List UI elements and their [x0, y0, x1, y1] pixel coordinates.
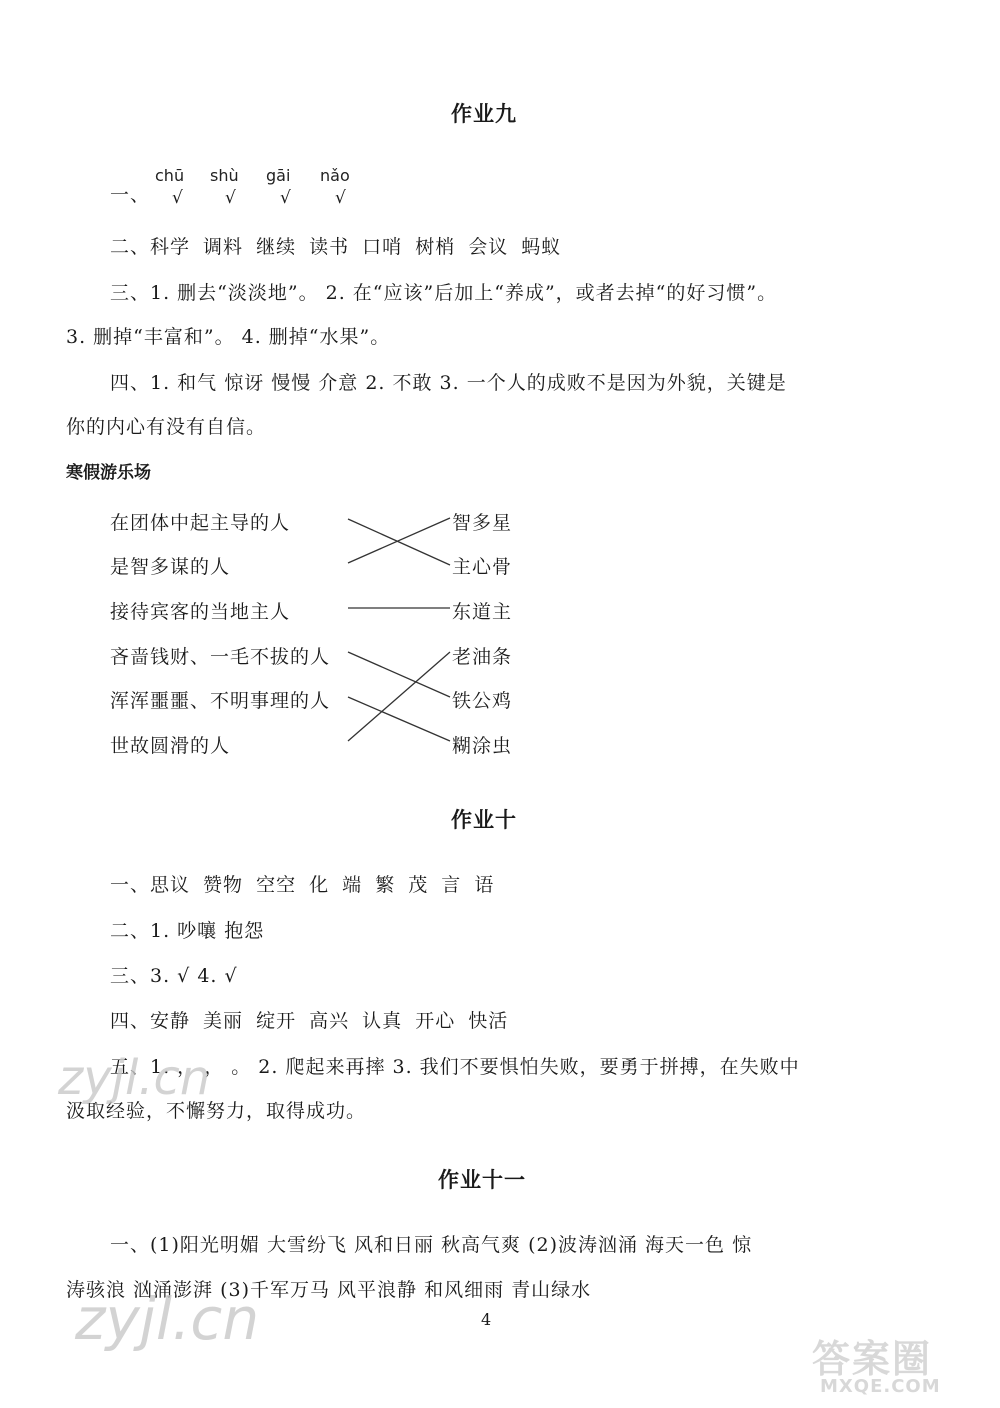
hw9-q3-line1: 三、1. 删去“淡淡地”。 2. 在“应该”后加上“养成”，或者去掉“的好习惯”。: [110, 282, 778, 304]
hw11-q1-line2: 涛骇浪 汹涌澎湃 (3)千军万马 风平浪静 和风细雨 青山绿水: [66, 1279, 592, 1301]
match-line-2: [348, 518, 450, 563]
match-right-6: 糊涂虫: [452, 735, 513, 757]
match-line-6: [348, 652, 450, 741]
hw10-q1: 一、思议 赞物 空空 化 端 繁 茂 言 语: [110, 874, 495, 896]
playground-heading: 寒假游乐场: [66, 463, 151, 483]
check-mark-3: √: [280, 188, 291, 208]
hw9-q1-label: 一、: [110, 184, 151, 206]
check-mark-2: √: [225, 188, 236, 208]
match-right-5: 铁公鸡: [452, 690, 513, 712]
hw9-title: 作业九: [451, 102, 517, 126]
match-right-4: 老油条: [452, 646, 513, 668]
hw10-q2: 二、1. 吵嚷 抱怨: [110, 920, 265, 942]
hw10-q5-line2: 汲取经验，不懈努力，取得成功。: [66, 1100, 367, 1122]
check-mark-1: √: [172, 188, 183, 208]
watermark-site-1: zyjl.cn: [58, 1050, 211, 1106]
watermark-brand-url: MXQE.COM: [820, 1376, 941, 1397]
match-left-1: 在团体中起主导的人: [110, 512, 291, 534]
match-left-2: 是智多谋的人: [110, 556, 231, 578]
pinyin-4: nǎo: [320, 166, 350, 185]
match-line-5: [348, 697, 450, 741]
hw9-q4-line2: 你的内心有没有自信。: [66, 416, 267, 438]
page-number: 4: [481, 1310, 492, 1329]
hw10-title: 作业十: [451, 808, 517, 832]
hw11-q1-line1: 一、(1)阳光明媚 大雪纷飞 风和日丽 秋高气爽 (2)波涛汹涌 海天一色 惊: [110, 1234, 753, 1256]
hw9-q3-line2: 3. 删掉“丰富和”。 4. 删掉“水果”。: [66, 326, 391, 348]
match-right-3: 东道主: [452, 601, 513, 623]
watermark-site-2: zyjl.cn: [75, 1285, 260, 1353]
hw11-title: 作业十一: [438, 1168, 526, 1192]
match-left-4: 吝啬钱财、一毛不拔的人: [110, 646, 331, 668]
pinyin-1: chū: [155, 166, 185, 185]
pinyin-3: gāi: [266, 166, 291, 185]
match-left-3: 接待宾客的当地主人: [110, 601, 291, 623]
hw10-q3: 三、3. √ 4. √: [110, 965, 238, 987]
hw10-q5-line1: 五、1. ， ， 。 2. 爬起来再摔 3. 我们不要惧怕失败，要勇于拼搏，在失败中: [110, 1056, 800, 1078]
hw9-q2: 二、科学 调料 继续 读书 口哨 树梢 会议 蚂蚁: [110, 236, 562, 258]
hw10-q4: 四、安静 美丽 绽开 高兴 认真 开心 快活: [110, 1010, 509, 1032]
match-line-1: [348, 519, 450, 565]
match-line-4: [348, 652, 450, 697]
match-right-1: 智多星: [452, 512, 513, 534]
match-left-5: 浑浑噩噩、不明事理的人: [110, 690, 331, 712]
match-left-6: 世故圆滑的人: [110, 735, 231, 757]
hw9-q4-line1: 四、1. 和气 惊讶 慢慢 介意 2. 不敢 3. 一个人的成败不是因为外貌，关键是: [110, 372, 787, 394]
match-right-2: 主心骨: [452, 556, 513, 578]
watermark-brand: 答案圈: [812, 1337, 933, 1381]
check-mark-4: √: [335, 188, 346, 208]
pinyin-2: shù: [210, 166, 239, 185]
